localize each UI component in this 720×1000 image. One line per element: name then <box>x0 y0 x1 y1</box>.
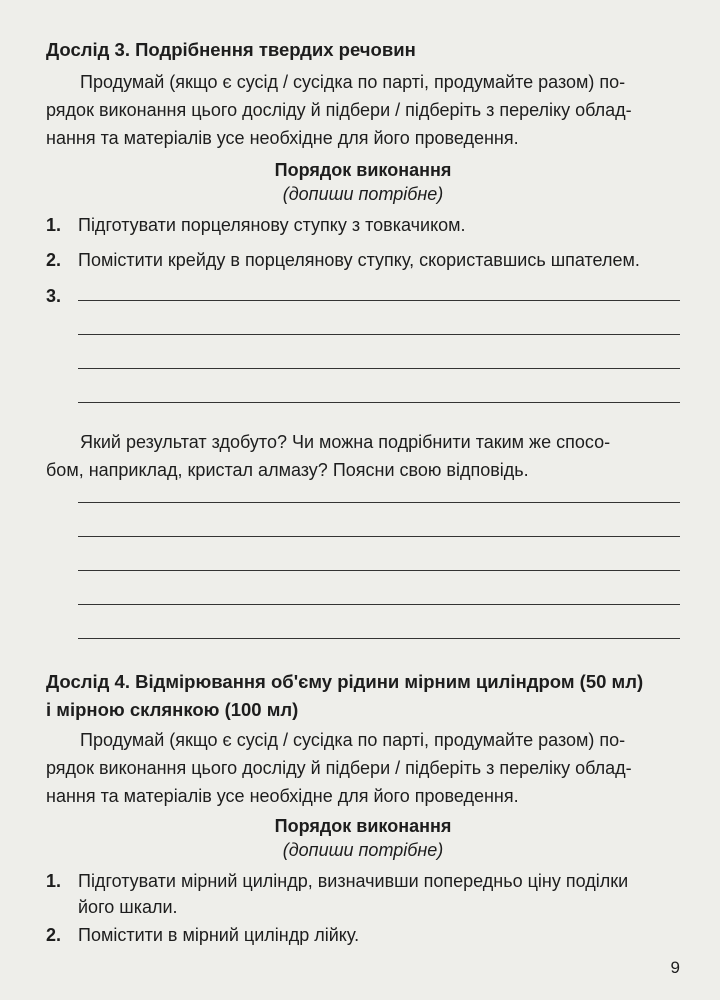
experiment4-heading <box>46 668 680 724</box>
instruction-line: рядок виконання цього досліду й підбери / підберіть з переліку облад- <box>46 100 632 120</box>
experiment3-question <box>46 428 680 484</box>
question-line: Який результат здобуто? Чи можна подрібнити таким же спосо- <box>80 432 611 452</box>
experiment3-title: Подрібнення твердих речовин <box>135 39 416 60</box>
page-number: 9 <box>670 958 680 977</box>
step-number: 3. <box>46 286 62 306</box>
experiment3-step-1 <box>46 212 686 238</box>
step-number: 2. <box>46 250 62 270</box>
experiment4-step-2 <box>46 922 686 948</box>
experiment4-title-line: і мірною склянкою (100 мл) <box>46 699 299 720</box>
step-text-line: його шкали. <box>78 897 178 917</box>
step-text: Помістити в мірний циліндр лійку. <box>78 925 360 945</box>
experiment3-label: Дослід 3. <box>46 39 130 60</box>
experiment3-procedure-note: (допиши потрібне) <box>282 184 444 204</box>
instruction-line: Продумай (якщо є сусід / сусідка по парті, продумайте разом) по- <box>80 72 626 92</box>
answer-line[interactable] <box>78 334 680 335</box>
question-line: бом, наприклад, кристал алмазу? Поясни свою відповідь. <box>46 460 529 480</box>
experiment3-instruction <box>46 68 680 152</box>
answer-line[interactable] <box>78 300 680 301</box>
answer-line[interactable] <box>78 570 680 571</box>
answer-line[interactable] <box>78 638 680 639</box>
step-number: 1. <box>46 871 62 891</box>
step-number: 2. <box>46 925 62 945</box>
experiment3-procedure-title: Порядок виконання <box>274 160 452 180</box>
experiment3-step-2 <box>46 247 686 273</box>
experiment4-title-line: Відмірювання об'єму рідини мірним циліндром (50 мл) <box>135 671 644 692</box>
experiment4-procedure-title: Порядок виконання <box>274 816 452 836</box>
step-text: Підготувати порцелянову ступку з товкачиком. <box>78 215 466 235</box>
answer-line[interactable] <box>78 604 680 605</box>
instruction-line: Продумай (якщо є сусід / сусідка по парті, продумайте разом) по- <box>80 730 626 750</box>
step-text: Помістити крейду в порцелянову ступку, скориставшись шпателем. <box>78 250 640 270</box>
instruction-line: нання та матеріалів усе необхідне для його проведення. <box>46 128 519 148</box>
experiment4-procedure-note: (допиши потрібне) <box>282 840 444 860</box>
experiment4-label: Дослід 4. <box>46 671 130 692</box>
experiment4-step-1 <box>46 868 686 920</box>
instruction-line: нання та матеріалів усе необхідне для його проведення. <box>46 786 519 806</box>
step-text-line: Підготувати мірний циліндр, визначивши попередньо ціну поділки <box>78 871 629 891</box>
answer-line[interactable] <box>78 502 680 503</box>
experiment3-heading <box>46 36 680 64</box>
answer-line[interactable] <box>78 402 680 403</box>
answer-line[interactable] <box>78 536 680 537</box>
instruction-line: рядок виконання цього досліду й підбери / підберіть з переліку облад- <box>46 758 632 778</box>
step-number: 1. <box>46 215 62 235</box>
experiment4-instruction <box>46 726 680 810</box>
answer-line[interactable] <box>78 368 680 369</box>
